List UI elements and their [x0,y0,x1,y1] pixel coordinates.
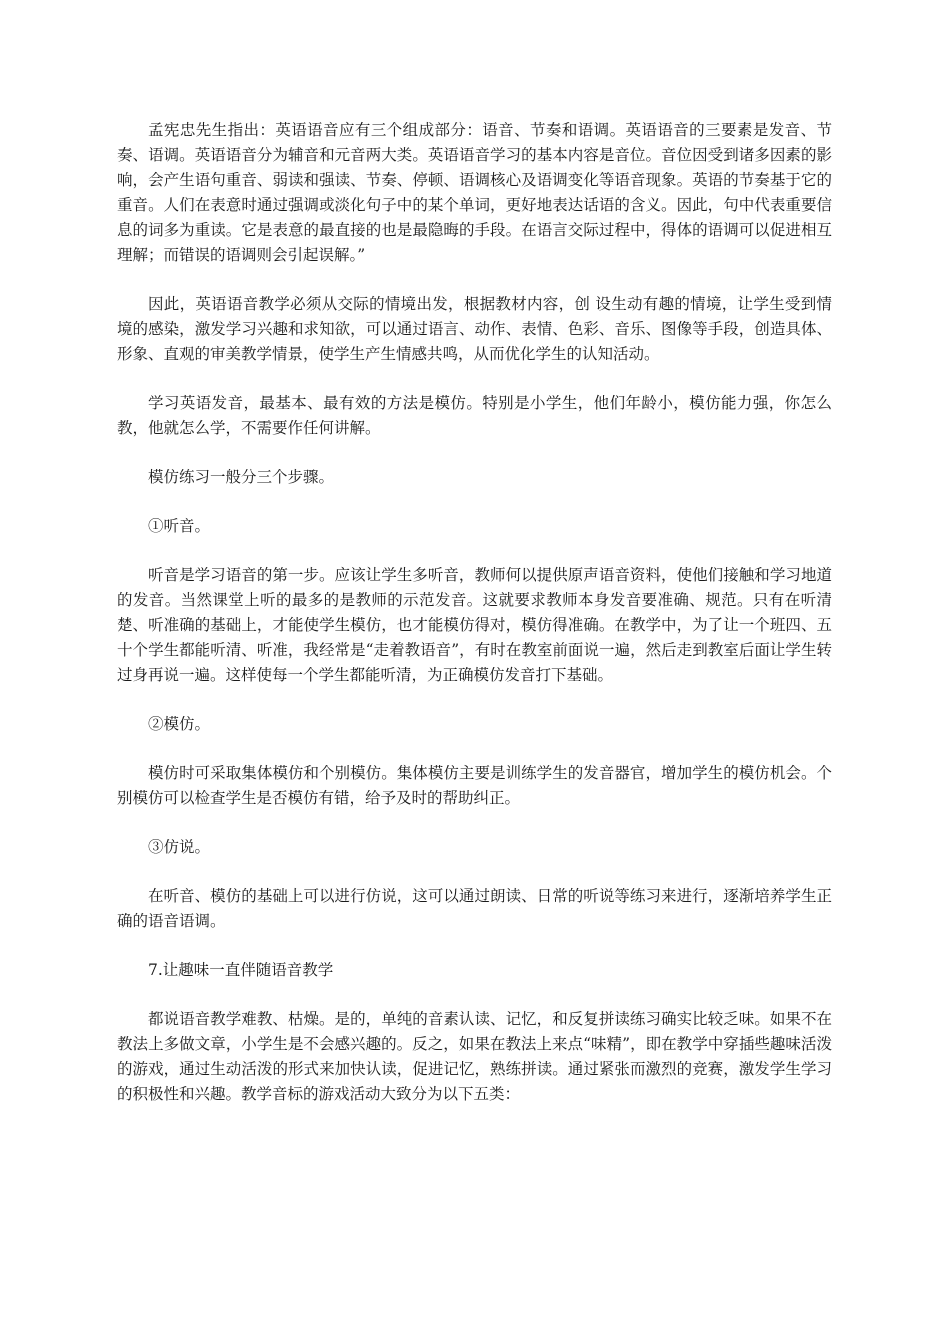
paragraph-situational-teaching: 因此，英语语音教学必须从交际的情境出发，根据教材内容，创 设生动有趣的情境，让学生受到情境的感染，激发学习兴趣和求知欲，可以通过语言、动作、表情、色彩、音乐、图像等手段，创造具体、形象、直观的审美教学情景，使学生产生情感共鸣，从而优化学生的认知活动。 [117,295,832,363]
step-heading-listen: ①听音。 [148,517,211,535]
paragraph-fun-activities: 都说语音教学难教、枯燥。是的，单纯的音素认读、记忆，和反复拼读练习确实比较乏味。如果不在教法上多做文章，小学生是不会感兴趣的。反之，如果在教法上来点“味精”，即在教学中穿插些趣味活泼的游戏，通过生动活泼的形式来加快认读，促进记忆，熟练拼读。通过紧张而激烈的竞赛，激发学生学习的积极性和兴趣。教学音标的游戏活动大致分为以下五类： [117,1010,832,1103]
section-heading-fun: 7.让趣味一直伴随语音教学 [148,961,334,979]
step-heading-repeat: ③仿说。 [148,838,211,856]
document-body [117,118,832,1107]
step-heading-imitate: ②模仿。 [148,715,211,733]
paragraph-mengxianzhong-quote: 孟宪忠先生指出：英语语音应有三个组成部分：语音、节奏和语调。英语语音的三要素是发音、节奏、语调。英语语音分为辅音和元音两大类。英语语音学习的基本内容是音位。音位因受到诸多因素的影响，会产生语句重音、弱读和强读、节奏、停顿、语调核心及语调变化等语音现象。英语的节奏基于它的重音。人们在表意时通过强调或淡化句子中的某个单词，更好地表达话语的含义。因此，句中代表重要信息的词多为重读。它是表意的最直接的也是最隐晦的手段。在语言交际过程中，得体的语调可以促进相互理解；而错误的语调则会引起误解。” [117,121,832,264]
paragraph-imitation-method: 学习英语发音，最基本、最有效的方法是模仿。特别是小学生，他们年龄小，模仿能力强，你怎么教，他就怎么学，不需要作任何讲解。 [117,394,832,437]
paragraph-listening: 听音是学习语音的第一步。应该让学生多听音，教师何以提供原声语音资料，使他们接触和学习地道的发音。当然课堂上听的最多的是教师的示范发音。这就要求教师本身发音要准确、规范。只有在听清楚、听准确的基础上，才能使学生模仿，也才能模仿得对，模仿得准确。在教学中，为了让一个班四、五十个学生都能听清、听准，我经常是“走着教语音”，有时在教室前面说一遍，然后走到教室后面让学生转过身再说一遍。这样使每一个学生都能听清，为正确模仿发音打下基础。 [117,566,832,684]
paragraph-three-steps: 模仿练习一般分三个步骤。 [148,468,335,486]
paragraph-imitation: 模仿时可采取集体模仿和个别模仿。集体模仿主要是训练学生的发音器官，增加学生的模仿机会。个别模仿可以检查学生是否模仿有错，给予及时的帮助纠正。 [117,764,832,807]
paragraph-repeat-speaking: 在听音、模仿的基础上可以进行仿说，这可以通过朗读、日常的听说等练习来进行，逐渐培养学生正确的语音语调。 [117,887,832,930]
